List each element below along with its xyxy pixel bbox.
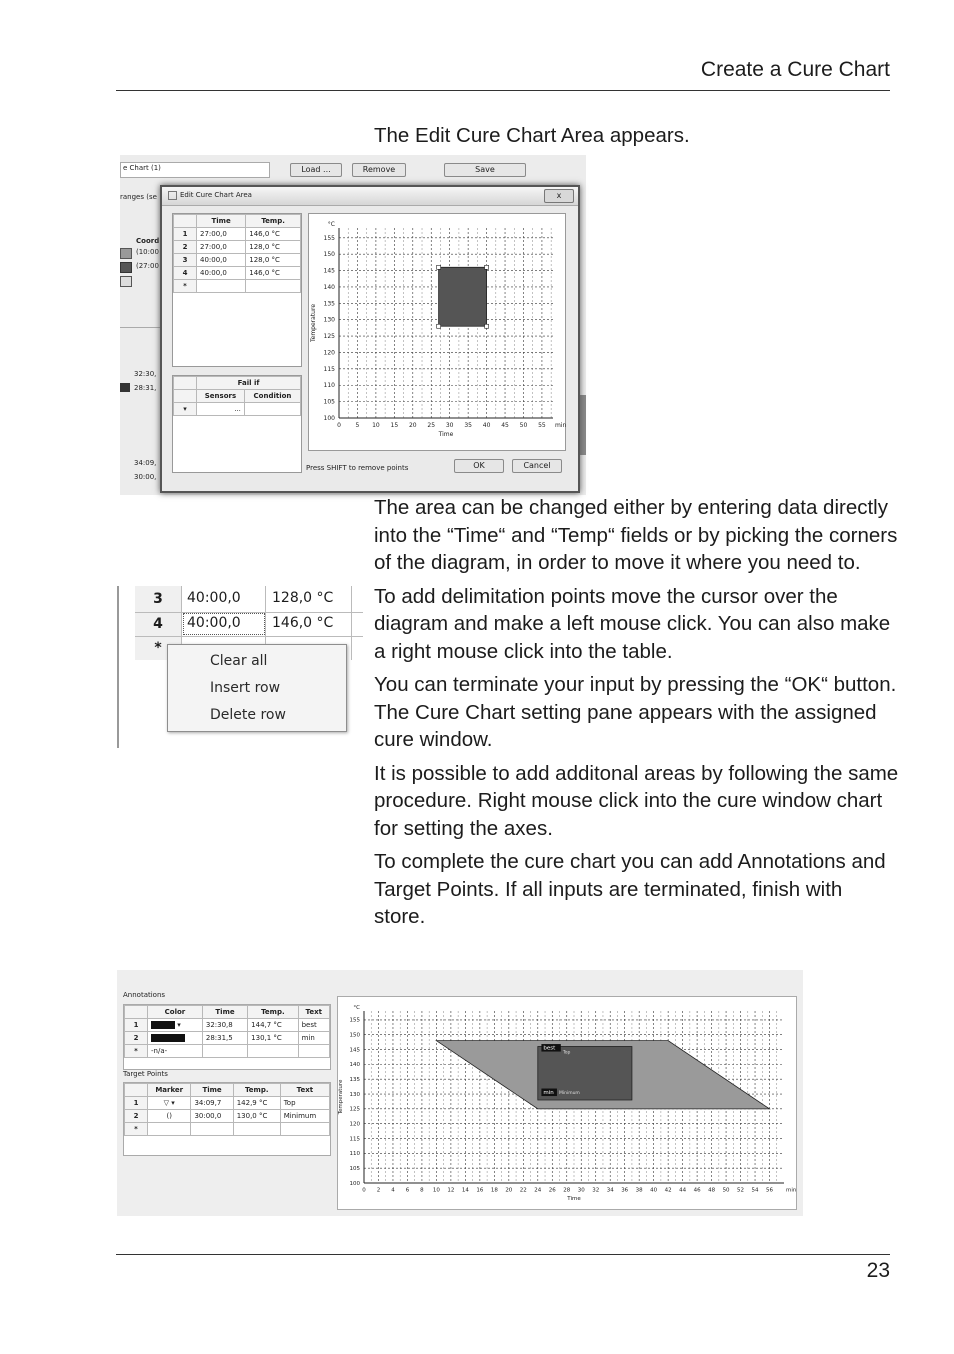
x-tick-label: 10	[372, 422, 380, 429]
sensors-header: Sensors	[197, 390, 245, 403]
target-point-label: Top	[562, 1050, 571, 1056]
close-button[interactable]	[544, 189, 574, 203]
y-tick-label: 150	[349, 1032, 360, 1039]
annotations-panel	[123, 1004, 331, 1070]
context-menu	[167, 644, 347, 732]
page-header-title: Create a Cure Chart	[700, 58, 890, 81]
condition-cell[interactable]	[244, 403, 300, 416]
corner-handle	[485, 265, 489, 269]
text-cell[interactable]: Minimum	[280, 1110, 329, 1123]
color-swatch[interactable]	[120, 383, 130, 392]
x-tick-label: 20	[505, 1187, 513, 1194]
window-icon	[168, 191, 177, 200]
color-swatch	[151, 1034, 185, 1042]
chart-name-value: e Chart (1)	[123, 164, 161, 172]
y-tick-label: 110	[323, 382, 335, 390]
x-tick-label: 30	[445, 422, 454, 429]
marker-picker[interactable]	[148, 1110, 191, 1123]
y-tick-label: 120	[323, 349, 335, 357]
x-unit-label: min	[555, 422, 567, 429]
coord-value: (10:00	[136, 248, 159, 256]
condition-header: Condition	[244, 390, 300, 403]
x-tick-label: 54	[751, 1187, 759, 1194]
chart-panel[interactable]	[308, 213, 566, 451]
y-tick-label: 155	[349, 1017, 360, 1024]
table-row[interactable]	[125, 1032, 330, 1045]
temp-cell[interactable]: 142,9 °C	[233, 1097, 280, 1110]
new-row-marker: ▾	[174, 403, 197, 416]
body-paragraphs	[374, 494, 899, 937]
x-tick-label: 50	[722, 1187, 730, 1194]
y-tick-label: 150	[323, 251, 335, 259]
annotations-title: Annotations	[123, 991, 166, 999]
temp-cell[interactable]: 128,0 °C	[246, 254, 301, 267]
x-tick-label: 26	[548, 1187, 556, 1194]
x-tick-label: 30	[577, 1187, 585, 1194]
color-picker[interactable]	[148, 1019, 203, 1032]
temp-cell[interactable]: 144,7 °C	[248, 1019, 298, 1032]
temp-cell[interactable]: 128,0 °C	[246, 241, 301, 254]
marker-picker[interactable]	[148, 1097, 191, 1110]
new-row-marker: *	[125, 1045, 148, 1058]
column-header: Time	[202, 1006, 247, 1019]
new-row[interactable]	[125, 1045, 330, 1058]
edit-cure-chart-screenshot	[120, 155, 586, 495]
close-icon: x	[556, 191, 562, 200]
text-cell[interactable]	[298, 1045, 329, 1058]
column-header: Temp.	[233, 1084, 280, 1097]
x-tick-label: 28	[563, 1187, 571, 1194]
divider	[120, 327, 160, 328]
time-cell[interactable]	[197, 280, 246, 293]
x-tick-label: 40	[482, 422, 491, 429]
marker-cell[interactable]	[148, 1123, 191, 1136]
corner-handle	[437, 265, 441, 269]
annotation-label: best	[543, 1045, 556, 1052]
table-row[interactable]	[125, 1019, 330, 1032]
new-row-marker: *	[154, 640, 162, 656]
intro-text: The Edit Cure Chart Area appears.	[374, 124, 690, 147]
row-index: 1	[125, 1097, 148, 1110]
y-tick-label: 115	[323, 365, 335, 373]
x-tick-label: 16	[476, 1187, 484, 1194]
bg-row-value: 34:09,	[134, 459, 157, 467]
color-swatch	[151, 1021, 175, 1029]
x-tick-label: 45	[501, 422, 509, 429]
coord-header: Coord	[136, 237, 160, 245]
annotations-table	[124, 1005, 330, 1058]
text-cell[interactable]: best	[298, 1019, 329, 1032]
x-tick-label: 12	[447, 1187, 455, 1194]
corner-handle	[437, 324, 441, 328]
x-tick-label: 18	[490, 1187, 498, 1194]
temp-cell[interactable]: 146,0 °C	[272, 615, 334, 631]
y-tick-label: 155	[323, 234, 335, 242]
column-header: Color	[148, 1006, 203, 1019]
paragraph: You can terminate your input by pressing the “OK“ button. The Cure Chart setting pane appears with the assigned cure window.	[374, 673, 897, 751]
corner-cell	[125, 1006, 148, 1019]
new-row[interactable]	[174, 280, 301, 293]
y-tick-label: 100	[323, 415, 335, 422]
time-cell[interactable]: 32:30,8	[202, 1019, 247, 1032]
x-tick-label: 20	[408, 422, 417, 429]
corner-cell	[174, 390, 197, 403]
fail-if-panel	[172, 375, 302, 473]
y-tick-label: 125	[349, 1106, 360, 1113]
row-divider	[135, 636, 363, 637]
x-tick-label: 5	[355, 422, 360, 429]
marker-triangle-icon: ▽	[163, 1099, 170, 1107]
time-cell-value: 40:00,0	[187, 615, 241, 631]
table-row[interactable]	[125, 1097, 330, 1110]
time-cell-focused[interactable]	[183, 613, 265, 635]
annotation-label: min	[543, 1090, 554, 1097]
color-swatch[interactable]	[120, 262, 132, 273]
x-tick-label: 15	[390, 422, 399, 429]
time-cell[interactable]: 27:00,0	[197, 241, 246, 254]
context-menu-screenshot	[117, 586, 364, 748]
x-tick-label: 8	[420, 1187, 424, 1194]
table-row[interactable]	[174, 267, 301, 280]
table-row[interactable]	[174, 241, 301, 254]
x-tick-label: 38	[635, 1187, 643, 1194]
time-cell[interactable]: 34:09,7	[191, 1097, 233, 1110]
y-tick-label: 145	[349, 1047, 360, 1054]
paragraph: To complete the cure chart you can add Annotations and Target Points. If all inputs are terminated, finish with store.	[374, 850, 886, 928]
bg-row-value: 32:30,	[134, 370, 157, 378]
y-tick-label: 140	[323, 283, 335, 291]
cancel-button[interactable]: Cancel	[512, 459, 562, 473]
time-cell[interactable]: 27:00,0	[197, 228, 246, 241]
cure-area	[439, 267, 487, 326]
target-points-panel	[123, 1082, 331, 1156]
y-axis-title: Temperature	[338, 1079, 344, 1115]
column-header: Temp.	[246, 215, 301, 228]
x-tick-label: 22	[519, 1187, 527, 1194]
row-index: 1	[174, 228, 197, 241]
menu-item-clear-all[interactable]: Clear all	[210, 653, 268, 669]
paragraph: It is possible to add additonal areas by following the same procedure. Right mouse click into the cure window chart for setting the axes.	[374, 761, 899, 840]
table-row[interactable]	[174, 228, 301, 241]
time-cell[interactable]: 28:31,5	[202, 1032, 247, 1045]
y-tick-label: 125	[323, 333, 335, 341]
y-tick-label: 135	[349, 1076, 360, 1083]
paragraph: The area can be changed either by entering data directly into the “Time“ and “Temp“ fields or by picking the corners of the diagram, in order to move it where you need to.	[374, 496, 898, 574]
time-cell[interactable]	[202, 1045, 247, 1058]
x-axis-title: Time	[438, 431, 454, 438]
y-tick-label: 105	[323, 398, 335, 406]
footer-rule	[116, 1254, 890, 1255]
shift-hint: Press SHIFT to remove points	[306, 464, 409, 472]
new-row-marker: *	[174, 280, 197, 293]
x-tick-label: 48	[708, 1187, 716, 1194]
time-cell[interactable]: 40:00,0	[187, 590, 241, 606]
text-cell[interactable]: min	[298, 1032, 329, 1045]
y-axis-title: Temperature	[310, 303, 317, 343]
x-tick-label: 35	[464, 422, 472, 429]
x-tick-label: 52	[737, 1187, 745, 1194]
temp-cell[interactable]	[233, 1123, 280, 1136]
corner-cell	[174, 377, 197, 390]
y-unit-label: °C	[327, 221, 335, 228]
x-tick-label: 40	[650, 1187, 658, 1194]
cure-window-chart[interactable]	[338, 997, 796, 1209]
row-index: 3	[174, 254, 197, 267]
x-tick-label: 36	[621, 1187, 629, 1194]
x-tick-label: 0	[362, 1187, 366, 1194]
time-cell[interactable]: 40:00,0	[197, 267, 246, 280]
x-tick-label: 56	[766, 1187, 774, 1194]
target-point-label: Minimum	[558, 1091, 580, 1097]
ok-button[interactable]: OK	[454, 459, 504, 473]
dialog-title: Edit Cure Chart Area	[180, 191, 252, 199]
temp-cell[interactable]: 130,0 °C	[233, 1110, 280, 1123]
coord-value: (27:00	[136, 262, 159, 270]
color-swatch[interactable]	[120, 248, 132, 259]
ranges-label: ranges (se	[120, 193, 157, 201]
text-cell[interactable]: Top	[280, 1097, 329, 1110]
y-tick-label: 105	[349, 1165, 360, 1172]
y-tick-label: 110	[349, 1151, 360, 1158]
table-row[interactable]	[174, 254, 301, 267]
column-header: Text	[280, 1084, 329, 1097]
new-row[interactable]	[125, 1123, 330, 1136]
x-tick-label: 4	[391, 1187, 395, 1194]
x-tick-label: 32	[592, 1187, 600, 1194]
table-row[interactable]	[125, 1110, 330, 1123]
temp-cell[interactable]	[246, 280, 301, 293]
sensors-picker[interactable]: ...	[197, 403, 245, 416]
column-header: Time	[197, 215, 246, 228]
new-row-marker: *	[125, 1123, 148, 1136]
chevron-down-icon[interactable]: ▾	[171, 1099, 175, 1107]
temp-cell[interactable]: 130,1 °C	[248, 1032, 298, 1045]
target-points-title: Target Points	[123, 1070, 168, 1078]
x-tick-label: 34	[606, 1187, 614, 1194]
row-index: 3	[153, 591, 163, 607]
fail-if-table	[173, 376, 301, 416]
column-header: Text	[298, 1006, 329, 1019]
temp-cell[interactable]	[248, 1045, 298, 1058]
row-index: 2	[174, 241, 197, 254]
x-tick-label: 55	[538, 422, 546, 429]
corner-cell	[125, 1084, 148, 1097]
color-swatch[interactable]	[120, 276, 132, 287]
page-number: 23	[866, 1259, 890, 1282]
x-unit-label: min	[786, 1187, 797, 1194]
text-cell[interactable]	[280, 1123, 329, 1136]
y-tick-label: 115	[349, 1136, 360, 1143]
y-tick-label: 145	[323, 267, 335, 275]
chart-name-field[interactable]	[120, 162, 270, 178]
y-tick-label: 140	[349, 1062, 360, 1069]
y-tick-label: 120	[349, 1121, 360, 1128]
cure-window-chart-panel[interactable]	[337, 996, 797, 1210]
y-tick-label: 135	[323, 300, 335, 308]
y-unit-label: °C	[353, 1005, 360, 1011]
y-tick-label: 130	[323, 316, 335, 324]
table-edge	[117, 586, 119, 748]
x-tick-label: 2	[376, 1187, 381, 1194]
corner-handle	[485, 324, 489, 328]
time-cell[interactable]: 40:00,0	[197, 254, 246, 267]
cure-area-chart[interactable]	[309, 214, 565, 450]
marker-circle-icon: ()	[166, 1112, 172, 1120]
menu-item-delete-row[interactable]: Delete row	[210, 707, 286, 723]
dialog-titlebar[interactable]	[162, 187, 578, 206]
fail-if-header: Fail if	[197, 377, 301, 390]
remove-button[interactable]: Remove	[352, 163, 406, 177]
column-header: Time	[191, 1084, 233, 1097]
edit-cure-chart-dialog	[160, 185, 580, 493]
points-table-panel	[172, 213, 302, 367]
temp-cell[interactable]: 146,0 °C	[246, 228, 301, 241]
x-tick-label: 50	[519, 422, 528, 429]
x-tick-label: 25	[427, 422, 436, 429]
corner-cell	[174, 215, 197, 228]
x-tick-label: 24	[534, 1187, 542, 1194]
points-table	[173, 214, 301, 293]
x-axis-title: Time	[567, 1196, 581, 1202]
row-index: 2	[125, 1110, 148, 1123]
target-points-table	[124, 1083, 330, 1136]
color-picker[interactable]	[148, 1032, 203, 1045]
x-tick-label: 44	[679, 1187, 687, 1194]
y-tick-label: 130	[349, 1091, 360, 1098]
new-row[interactable]	[174, 403, 301, 416]
header-rule	[116, 90, 890, 91]
x-tick-label: 14	[461, 1187, 469, 1194]
row-index: 4	[174, 267, 197, 280]
time-cell[interactable]: 30:00,0	[191, 1110, 233, 1123]
x-tick-label: 6	[405, 1187, 410, 1194]
temp-cell[interactable]: 128,0 °C	[272, 590, 334, 606]
paragraph: To add delimitation points move the cursor over the diagram and make a left mouse click. You can also make a right mouse click into the table.	[374, 584, 891, 663]
temp-cell[interactable]: 146,0 °C	[246, 267, 301, 280]
column-header: Temp.	[248, 1006, 298, 1019]
time-cell[interactable]	[191, 1123, 233, 1136]
color-cell[interactable]: -n/a-	[148, 1045, 203, 1058]
column-header: Marker	[148, 1084, 191, 1097]
load-button[interactable]: Load ...	[290, 163, 342, 177]
y-tick-label: 100	[349, 1180, 360, 1187]
chevron-down-icon[interactable]: ▾	[177, 1021, 181, 1029]
row-index: 1	[125, 1019, 148, 1032]
bg-row-value: 28:31,	[134, 384, 157, 392]
x-tick-label: 0	[337, 422, 341, 429]
save-button[interactable]: Save	[444, 163, 526, 177]
bg-row-value: 30:00,	[134, 473, 157, 481]
row-index: 2	[125, 1032, 148, 1045]
cure-chart-settings-screenshot	[117, 970, 803, 1216]
menu-item-insert-row[interactable]: Insert row	[210, 680, 281, 696]
x-tick-label: 42	[664, 1187, 672, 1194]
x-tick-label: 46	[693, 1187, 701, 1194]
row-index: 4	[153, 616, 163, 632]
column-divider	[351, 586, 352, 660]
x-tick-label: 10	[432, 1187, 440, 1194]
